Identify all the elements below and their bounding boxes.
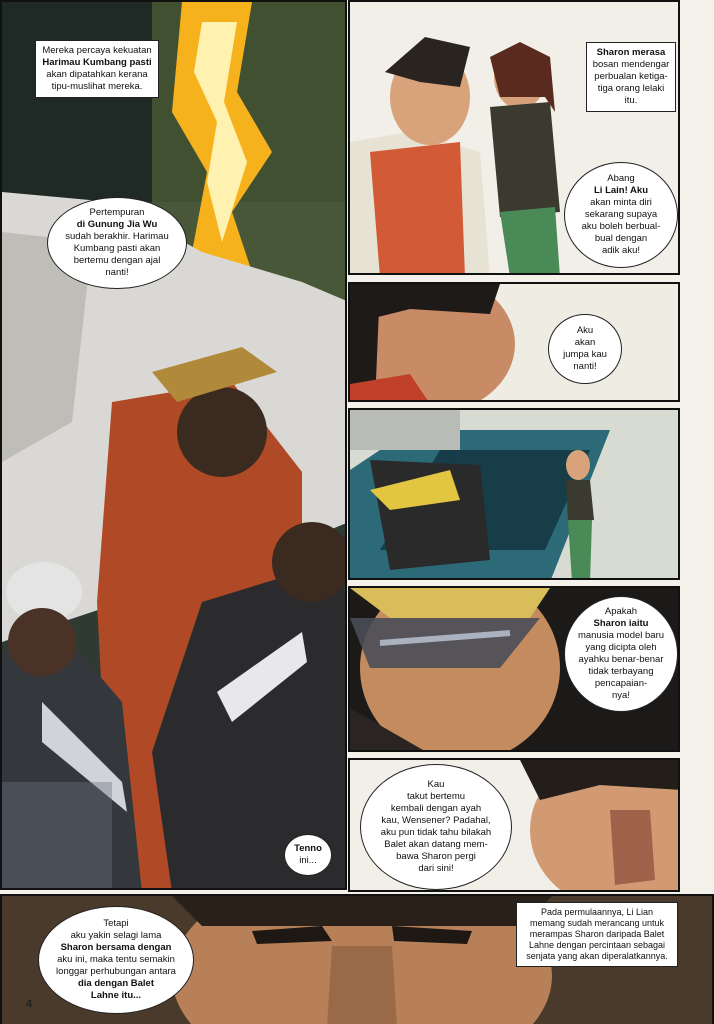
panel-3-speech-bubble: Aku akan jumpa kau nanti! <box>548 314 622 384</box>
panel-3-art <box>350 284 680 402</box>
panel-1-art <box>2 2 347 890</box>
panel-1-speech-bubble-top: Pertempuran di Gunung Jia Wu sudah berakhir. Harimau Kumbang pasti akan bertemu dengan ajal nanti! <box>47 197 187 289</box>
panel-5 <box>348 586 680 752</box>
panel-7-caption: Pada permulaannya, Li Lian memang sudah merancang untuk merampas Sharon daripada Balet Lahne dengan percintaan sebagai senjata yang akan diperalatkannya. <box>516 902 678 967</box>
panel-6 <box>348 758 680 892</box>
panel-4-art <box>350 410 680 580</box>
page-number: 4 <box>26 998 33 1010</box>
panel-2-caption: Sharon merasa bosan mendengar perbualan ketiga- tiga orang lelaki itu. <box>586 42 676 112</box>
panel-6-speech-bubble: Kau takut bertemu kembali dengan ayah kau, Wensener? Padahal, aku pun tidak tahu bilakah Balet akan datang mem- bawa Sharon pergi dari sini! <box>360 764 512 890</box>
panel-7-speech-bubble: Tetapi aku yakin selagi lama Sharon bersama dengan aku ini, maka tentu semakin longgar perhubungan antara dia dengan Balet Lahne itu... <box>38 906 194 1014</box>
panel-7 <box>0 894 714 1024</box>
panel-1-speech-bubble-bottom: Tenno ini... <box>284 834 332 876</box>
panel-4 <box>348 408 680 580</box>
panel-2 <box>348 0 680 275</box>
panel-3 <box>348 282 680 402</box>
panel-1-caption: Mereka percaya kekuatan Harimau Kumbang pasti akan dipatahkan kerana tipu-muslihat mereka. <box>35 40 159 98</box>
panel-1 <box>0 0 347 890</box>
panel-5-speech-bubble: Apakah Sharon iaitu manusia model baru yang dicipta oleh ayahku benar-benar tidak terbayang pencapaian- nya! <box>564 596 678 712</box>
panel-2-speech-bubble: Abang Li Lain! Aku akan minta diri sekarang supaya aku boleh berbual- bual dengan adik aku! <box>564 162 678 268</box>
